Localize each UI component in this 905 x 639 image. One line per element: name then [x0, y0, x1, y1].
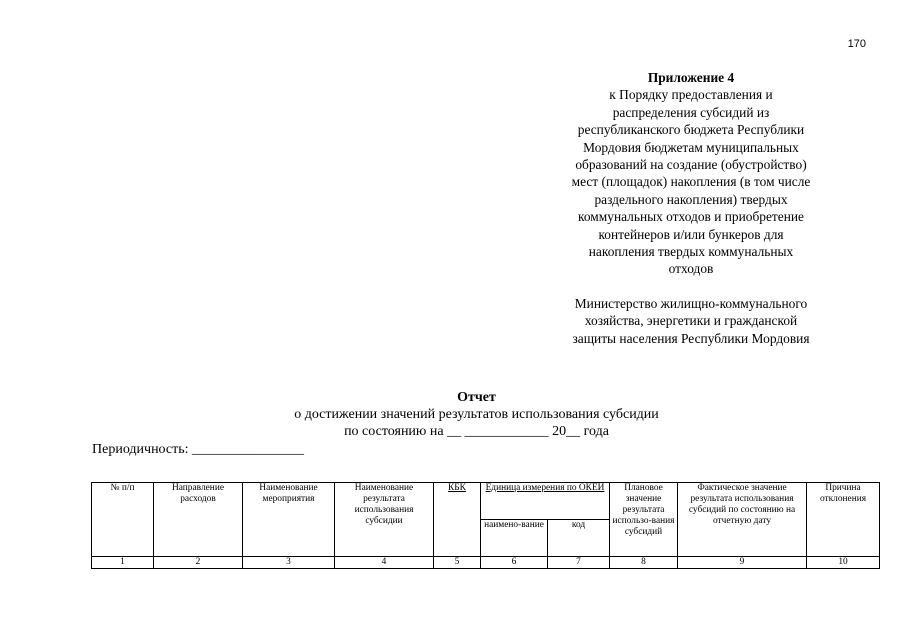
header-cell-unit-name: наимено-вание — [481, 520, 548, 557]
appendix-line: образований на создание (обустройство) — [575, 157, 807, 173]
ministry-block — [546, 295, 836, 347]
appendix-block — [546, 69, 836, 347]
report-title: Отчет — [457, 390, 496, 405]
ministry-line: защиты населения Республики Мордовия — [572, 330, 810, 346]
appendix-line: накопления твердых коммунальных — [588, 244, 794, 260]
appendix-line: контейнеров и/или бункеров для — [598, 226, 784, 242]
column-number-cell: 9 — [678, 557, 807, 569]
column-number-cell: 2 — [154, 557, 243, 569]
header-cell-number: № п/п — [92, 483, 154, 557]
column-number-cell: 3 — [243, 557, 335, 569]
ministry-line: хозяйства, энергетики и гражданской — [584, 313, 798, 329]
appendix-line: отходов — [668, 261, 714, 277]
report-date-line: по состоянию на __ ____________ 20__ года — [344, 424, 609, 439]
column-number-cell: 4 — [335, 557, 434, 569]
header-cell-actual: Фактическое значение результата использования субсидий по состоянию на отчетную дату — [678, 483, 807, 557]
appendix-line: к Порядку предоставления и — [609, 87, 773, 103]
header-cell-direction: Направление расходов — [154, 483, 243, 557]
header-cell-unit-code: код — [548, 520, 610, 557]
header-cell-kbk: КБК — [434, 483, 481, 557]
ministry-line: Министерство жилищно-коммунального — [574, 295, 808, 311]
column-number-cell: 6 — [481, 557, 548, 569]
report-subtitle: о достижении значений результатов использования субсидии — [294, 407, 659, 422]
column-number-cell: 10 — [807, 557, 880, 569]
report-heading — [0, 389, 905, 440]
header-cell-planned: Плановое значение результата использо-вания субсидий — [610, 483, 678, 557]
appendix-line: Мордовия бюджетам муниципальных — [583, 139, 799, 155]
appendix-line: мест (площадок) накопления (в том числе — [571, 174, 811, 190]
appendix-line: коммунальных отходов и приобретение — [578, 209, 804, 225]
page-number: 170 — [847, 38, 866, 50]
appendix-title: Приложение 4 — [647, 70, 735, 85]
appendix-line: республиканского бюджета Республики — [577, 122, 805, 138]
column-number-cell: 7 — [548, 557, 610, 569]
appendix-line: раздельного накопления) твердых — [594, 191, 788, 207]
appendix-line: распределения субсидий из — [612, 104, 770, 120]
column-number-cell: 8 — [610, 557, 678, 569]
header-cell-result-name: Наименование результата использования субсидии — [335, 483, 434, 557]
column-number-cell: 1 — [92, 557, 154, 569]
periodicity-line: Периодичность: ________________ — [92, 442, 305, 457]
report-table — [91, 482, 880, 569]
header-cell-reason: Причина отклонения — [807, 483, 880, 557]
header-cell-unit-group: Единица измерения по ОКЕИ — [481, 483, 610, 520]
column-number-cell: 5 — [434, 557, 481, 569]
header-cell-event: Наименование мероприятия — [243, 483, 335, 557]
